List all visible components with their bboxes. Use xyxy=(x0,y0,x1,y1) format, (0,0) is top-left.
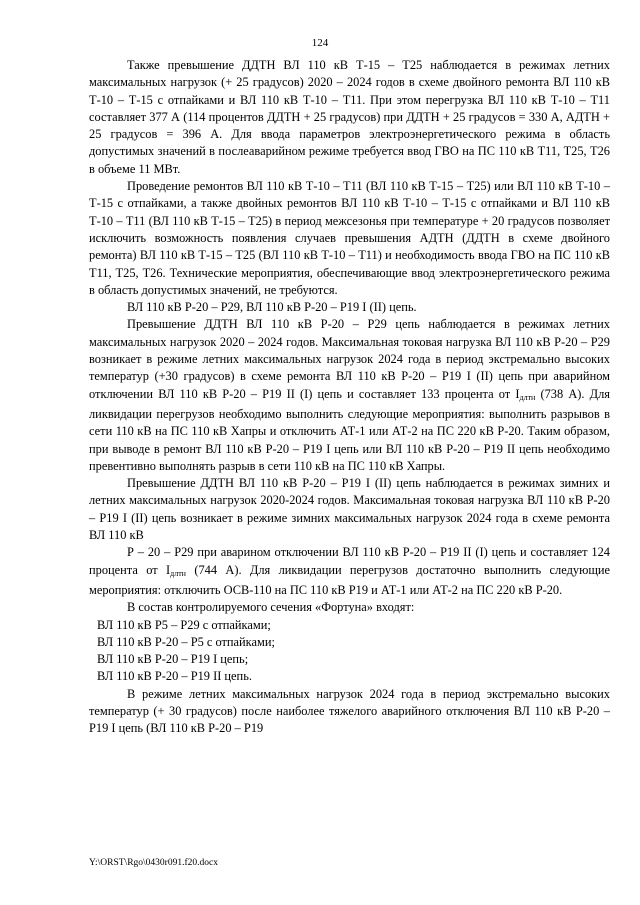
list-item: ВЛ 110 кВ Р-20 – Р19 I цепь; xyxy=(97,652,249,667)
document-body xyxy=(89,57,610,738)
paragraph-text: (738 А). Для ликвидации перегрузов необходимо выполнить следующие мероприятия: выполнить разрывов в сети 110 кВ на ПС 110 кВ Хапры и отключить АТ-1 или АТ-2 на ПС 220 кВ Р-20. Таким образом, при выводе в ремонт ВЛ 110 кВ Р-20 – Р19 I цепь или ВЛ 110 кВ Р-20 – Р19 II цепь необходимо превентивно выполнять разрыв в сети 110 кВ на ПС 110 кВ Хапры. xyxy=(89,386,611,473)
list-item: ВЛ 110 кВ Р-20 – Р5 с отпайками; xyxy=(97,634,275,649)
subscript: длтн xyxy=(519,392,536,402)
paragraph: Также превышение ДДТН ВЛ 110 кВ Т-15 – Т25 наблюдается в режимах летних максимальных нагрузок (+ 25 градусов) 2020 – 2024 годов в схеме двойного ремонта ВЛ 110 кВ Т-10 – Т-15 с отпайками и ВЛ 110 кВ Т-10 – Т11. При этом перегрузка ВЛ 110 кВ Т-10 – Т11 составляет 377 А (114 процентов ДДТН + 25 градусов) при ДДТН + 25 градусов = 330 А, АДТН + 25 градусов = 396 А. Для ввода параметров электроэнергетического режима в область допустимых значений в послеаварийном режиме требуется ввод ГВО на ПС 110 кВ Т11, Т25, Т26 в объеме 11 МВт. xyxy=(89,58,610,176)
paragraph xyxy=(89,316,610,475)
paragraph-text: Превышение ДДТН ВЛ 110 кВ Р-20 – Р29 цепь наблюдается в режимах летних максимальных нагрузок 2020 – 2024 годов. Максимальная токовая нагрузка ВЛ 110 кВ Р-20 – Р29 возникает в режиме летних максимальных нагрузок 2024 года в период экстремально высоких температур (+30 градусов) в схеме ремонта ВЛ 110 кВ Р-20 – Р19 I (II) цепь при аварийном отключении ВЛ 110 кВ Р-20 – Р19 II (I) цепь и составляет 133 процента от I xyxy=(89,317,610,401)
paragraph: Проведение ремонтов ВЛ 110 кВ Т-10 – Т11 (ВЛ 110 кВ Т-15 – Т25) или ВЛ 110 кВ Т-10 – Т-15 с отпайками, а также двойных ремонтов ВЛ 110 кВ Т-10 – Т-15 с отпайками и ВЛ 110 кВ Т-10 – Т11 (ВЛ 110 кВ Т-15 – Т25) в период межсезонья при температуре + 20 градусов позволяет исключить возможность появления случаев превышения АДТН (ДДТН в схеме двойного ремонта) ВЛ 110 кВ Т-15 – Т25 (ВЛ 110 кВ Т-10 – Т11) и необходимость ввода ГВО на ПС 110 кВ Т11, Т25, Т26. Технические мероприятия, обеспечивающие ввод электроэнергетического режима в область допустимых значений, не требуются. xyxy=(89,179,610,297)
paragraph: В состав контролируемого сечения «Фортуна» входят: xyxy=(127,600,415,615)
list-item: ВЛ 110 кВ Р-20 – Р19 II цепь. xyxy=(97,669,252,684)
paragraph xyxy=(89,544,610,599)
paragraph-text: Р – 20 – Р29 при аварином отключении ВЛ 110 кВ Р-20 – Р19 II (I) цепь и составляет 124 процента от I xyxy=(89,545,610,577)
paragraph: В режиме летних максимальных нагрузок 2024 года в период экстремально высоких температур (+ 30 градусов) после наиболее тяжелого аварийного отключения ВЛ 110 кВ Р-20 – Р19 I цепь (ВЛ 110 кВ Р-20 – Р19 xyxy=(89,686,610,736)
paragraph: Превышение ДДТН ВЛ 110 кВ Р-20 – Р19 I (II) цепь наблюдается в режимах зимних и летних максимальных нагрузок 2020-2024 годов. Максимальная токовая нагрузка ВЛ 110 кВ Р-20 – Р19 I (II) цепь возникает в режиме зимних максимальных нагрузок 2024 года в схеме ремонта ВЛ 110 кВ xyxy=(89,476,610,543)
list-item: ВЛ 110 кВ Р5 – Р29 с отпайками; xyxy=(97,617,271,632)
paragraph-text: (744 А). Для ликвидации перегрузов достаточно выполнить следующие мероприятия: отключить ОСВ-110 на ПС 110 кВ Р19 и АТ-1 или АТ-2 на ПС 220 кВ Р-20. xyxy=(89,562,611,597)
page-number: 124 xyxy=(311,37,329,49)
footer-file-path: Y:\ORST\Rgo\0430r091.f20.docx xyxy=(89,858,218,868)
subscript: длтн xyxy=(170,568,186,578)
section-heading: ВЛ 110 кВ Р-20 – Р29, ВЛ 110 кВ Р-20 – Р19 I (II) цепь. xyxy=(127,300,417,315)
